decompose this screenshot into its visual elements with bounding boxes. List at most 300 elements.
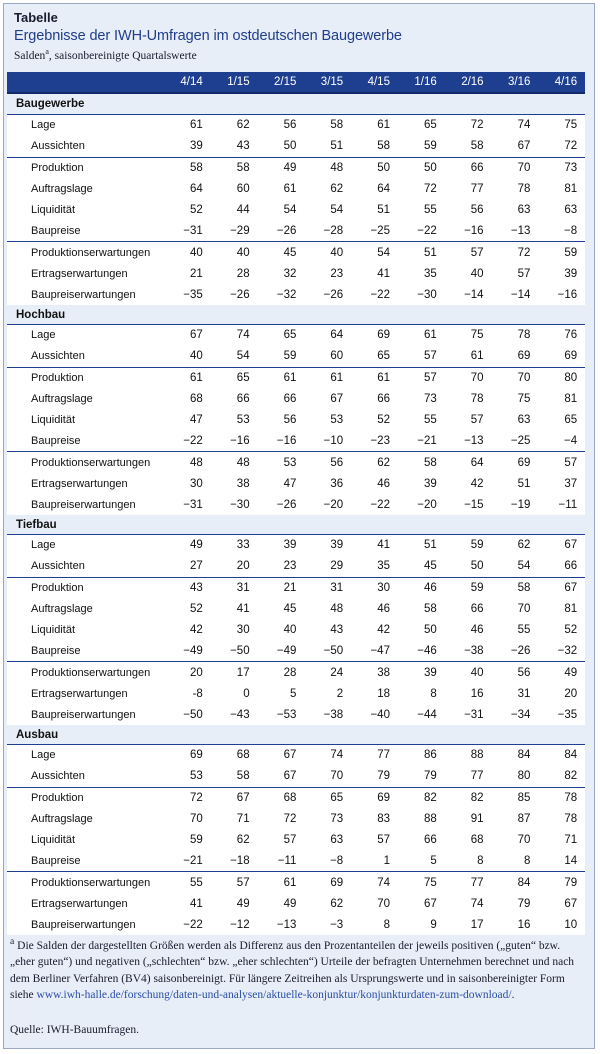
value-cell: 10 bbox=[564, 918, 578, 931]
value-cell: 52 bbox=[190, 603, 203, 616]
value-cell: −16 bbox=[276, 434, 297, 447]
table-row bbox=[7, 893, 585, 914]
value-cell: 65 bbox=[564, 414, 578, 427]
value-cell: 32 bbox=[283, 267, 297, 280]
value-cell: 24 bbox=[304, 662, 351, 683]
value-cell: 72 bbox=[445, 115, 492, 136]
value-cell: −23 bbox=[370, 434, 390, 447]
row-label: Liquidität bbox=[31, 414, 76, 427]
table-row bbox=[7, 410, 585, 431]
value-cell: 73 bbox=[330, 813, 344, 826]
value-cell: 68 bbox=[470, 834, 484, 847]
value-cell: 40 bbox=[445, 662, 492, 683]
row-label: Aussichten bbox=[31, 770, 85, 783]
row-label: Ertragserwartungen bbox=[31, 477, 128, 490]
value-cell: 88 bbox=[423, 813, 437, 826]
value-cell: 54 bbox=[283, 204, 297, 216]
value-cell: 40 bbox=[190, 350, 203, 363]
value-cell: −43 bbox=[230, 708, 250, 721]
table-header bbox=[14, 10, 584, 63]
table-row bbox=[7, 872, 585, 893]
table-row bbox=[7, 745, 585, 766]
row-label: Auftragslage bbox=[31, 393, 93, 406]
value-cell: −32 bbox=[276, 288, 297, 301]
value-cell: 44 bbox=[236, 204, 250, 216]
row-label: Liquidität bbox=[31, 834, 76, 847]
value-cell: −28 bbox=[323, 224, 344, 237]
row-label: Ertragserwartungen bbox=[31, 687, 128, 700]
row-label: Baupreiserwartungen bbox=[31, 918, 136, 931]
row-label: Auftragslage bbox=[31, 183, 93, 196]
value-cell: 91 bbox=[470, 813, 484, 826]
value-cell: 43 bbox=[236, 140, 250, 153]
value-cell: −18 bbox=[230, 854, 250, 867]
value-cell: 31 bbox=[304, 577, 351, 598]
row-label: Aussichten bbox=[31, 560, 85, 573]
value-cell: 55 bbox=[164, 872, 211, 893]
value-cell: 82 bbox=[564, 770, 578, 783]
table-row bbox=[7, 389, 585, 410]
table-row bbox=[7, 179, 585, 200]
value-cell: 76 bbox=[538, 325, 585, 346]
quarter-header-row bbox=[7, 72, 585, 93]
table-row bbox=[7, 640, 585, 661]
value-cell: −46 bbox=[417, 644, 437, 657]
value-cell: 79 bbox=[377, 770, 390, 783]
value-cell: −11 bbox=[277, 854, 297, 867]
footnote-marker: a bbox=[10, 936, 15, 947]
value-cell: 64 bbox=[445, 452, 492, 473]
value-cell: 64 bbox=[190, 183, 203, 196]
row-label: Lage bbox=[7, 745, 164, 766]
value-cell: −26 bbox=[276, 498, 297, 511]
value-cell: 62 bbox=[330, 183, 344, 196]
value-cell: 48 bbox=[211, 452, 258, 473]
value-cell: −38 bbox=[323, 708, 344, 721]
value-cell: 45 bbox=[258, 242, 305, 263]
value-cell: −30 bbox=[230, 498, 250, 511]
quarter-header: 3/15 bbox=[304, 72, 351, 93]
value-cell: 73 bbox=[423, 393, 437, 406]
value-cell: 70 bbox=[517, 603, 531, 616]
value-cell: −13 bbox=[510, 224, 531, 237]
value-cell: 63 bbox=[517, 204, 531, 216]
value-cell: 63 bbox=[330, 834, 344, 847]
group-header-row bbox=[7, 93, 585, 115]
value-cell: −21 bbox=[183, 854, 203, 867]
value-cell: 69 bbox=[351, 325, 398, 346]
value-cell: 58 bbox=[423, 603, 437, 616]
value-cell: −11 bbox=[558, 498, 578, 511]
table-row bbox=[7, 136, 585, 157]
table-row bbox=[7, 766, 585, 787]
value-cell: 30 bbox=[236, 624, 250, 637]
table-row bbox=[7, 662, 585, 683]
value-cell: 63 bbox=[564, 204, 578, 216]
results-table bbox=[7, 72, 585, 935]
value-cell: 83 bbox=[377, 813, 390, 826]
value-cell: 57 bbox=[423, 350, 437, 363]
table-row bbox=[7, 157, 585, 178]
value-cell: 77 bbox=[445, 872, 492, 893]
value-cell: 40 bbox=[211, 242, 258, 263]
value-cell: 54 bbox=[351, 242, 398, 263]
value-cell: 53 bbox=[330, 414, 344, 427]
value-cell: 21 bbox=[258, 577, 305, 598]
value-cell: 50 bbox=[398, 157, 445, 178]
value-cell: 67 bbox=[538, 535, 585, 556]
value-cell: 61 bbox=[258, 367, 305, 388]
table-row bbox=[7, 473, 585, 494]
header-corner bbox=[7, 72, 164, 93]
row-label: Aussichten bbox=[31, 140, 85, 153]
quarter-header: 1/15 bbox=[211, 72, 258, 93]
value-cell: 46 bbox=[398, 577, 445, 598]
value-cell: 50 bbox=[283, 140, 297, 153]
value-cell: 70 bbox=[330, 770, 344, 783]
table-row bbox=[7, 577, 585, 598]
value-cell: 55 bbox=[423, 414, 437, 427]
value-cell: −50 bbox=[230, 644, 250, 657]
value-cell: 41 bbox=[351, 535, 398, 556]
value-cell: −16 bbox=[464, 224, 484, 237]
value-cell: −25 bbox=[510, 434, 531, 447]
value-cell: 48 bbox=[330, 603, 344, 616]
value-cell: 56 bbox=[492, 662, 539, 683]
row-label: Ertragserwartungen bbox=[31, 267, 128, 280]
value-cell: 62 bbox=[211, 115, 258, 136]
value-cell: 79 bbox=[538, 872, 585, 893]
row-label: Baupreise bbox=[31, 644, 81, 657]
row-label: Produktionserwartungen bbox=[7, 872, 164, 893]
value-cell: 49 bbox=[538, 662, 585, 683]
value-cell: 79 bbox=[423, 770, 437, 783]
value-cell: 47 bbox=[283, 477, 297, 490]
value-cell: 78 bbox=[517, 183, 531, 196]
table-row bbox=[7, 452, 585, 473]
group-title: Tiefbau bbox=[7, 515, 585, 535]
value-cell: 0 bbox=[243, 687, 250, 700]
table-row bbox=[7, 346, 585, 367]
row-label: Produktion bbox=[7, 577, 164, 598]
value-cell: 84 bbox=[492, 872, 539, 893]
value-cell: 29 bbox=[330, 560, 344, 573]
table-row bbox=[7, 430, 585, 451]
value-cell: −26 bbox=[323, 288, 344, 301]
row-label: Produktionserwartungen bbox=[7, 452, 164, 473]
value-cell: 40 bbox=[304, 242, 351, 263]
value-cell: −50 bbox=[183, 708, 203, 721]
value-cell: 58 bbox=[470, 140, 484, 153]
value-cell: −26 bbox=[230, 288, 250, 301]
value-cell: 57 bbox=[377, 834, 390, 847]
value-cell: 38 bbox=[351, 662, 398, 683]
value-cell: 54 bbox=[330, 204, 344, 216]
value-cell: 57 bbox=[283, 834, 297, 847]
value-cell: 86 bbox=[398, 745, 445, 766]
value-cell: 77 bbox=[351, 745, 398, 766]
value-cell: 80 bbox=[517, 770, 531, 783]
value-cell: 75 bbox=[517, 393, 531, 406]
table-row bbox=[7, 115, 585, 136]
value-cell: −16 bbox=[557, 288, 578, 301]
value-cell: 67 bbox=[211, 787, 258, 808]
value-cell: 66 bbox=[423, 834, 437, 847]
value-cell: 66 bbox=[445, 157, 492, 178]
value-cell: 62 bbox=[351, 452, 398, 473]
value-cell: 17 bbox=[211, 662, 258, 683]
value-cell: −35 bbox=[557, 708, 578, 721]
value-cell: 65 bbox=[211, 367, 258, 388]
value-cell: 17 bbox=[470, 918, 484, 931]
row-label: Produktionserwartungen bbox=[7, 242, 164, 263]
value-cell: 16 bbox=[517, 918, 531, 931]
table-row bbox=[7, 914, 585, 935]
value-cell: 39 bbox=[304, 535, 351, 556]
value-cell: −30 bbox=[417, 288, 437, 301]
value-cell: 46 bbox=[470, 624, 484, 637]
value-cell: 85 bbox=[492, 787, 539, 808]
value-cell: 41 bbox=[190, 897, 203, 910]
quarter-header: 4/15 bbox=[351, 72, 398, 93]
value-cell: 59 bbox=[423, 140, 437, 153]
value-cell: 66 bbox=[564, 560, 578, 573]
value-cell: −14 bbox=[510, 288, 531, 301]
table-row bbox=[7, 704, 585, 725]
value-cell: 56 bbox=[258, 115, 305, 136]
value-cell: −22 bbox=[417, 224, 437, 237]
value-cell: 74 bbox=[470, 897, 484, 910]
value-cell: 35 bbox=[423, 267, 437, 280]
value-cell: 16 bbox=[470, 687, 484, 700]
value-cell: 53 bbox=[258, 452, 305, 473]
value-cell: 50 bbox=[470, 560, 484, 573]
value-cell: 71 bbox=[236, 813, 250, 826]
value-cell: 78 bbox=[470, 393, 484, 406]
value-cell: 71 bbox=[564, 834, 578, 847]
value-cell: 74 bbox=[304, 745, 351, 766]
value-cell: −22 bbox=[370, 288, 390, 301]
value-cell: 8 bbox=[430, 687, 437, 700]
value-cell: 77 bbox=[470, 183, 484, 196]
row-label: Baupreise bbox=[31, 224, 81, 237]
row-label: Baupreiserwartungen bbox=[31, 498, 136, 511]
value-cell: 62 bbox=[236, 834, 250, 847]
footnote-text: Die Salden der dargestellten Größen werden als Differenz aus den Prozentanteilen der jeweils positiven („guten“ bzw. „eher guten“) und negativen („schlechten“ bzw. „eher schlechten“) Urteile der befragten Unternehmen berechnet und nach dem Berliner Verfahren (BV4) saisonbereinigt. Für längere Zeitreihen als Ursprungswerte und in saisonbereinigter Form siehe bbox=[10, 939, 575, 1002]
value-cell: 51 bbox=[398, 535, 445, 556]
value-cell: 49 bbox=[258, 157, 305, 178]
value-cell: 43 bbox=[164, 577, 211, 598]
value-cell: 59 bbox=[445, 577, 492, 598]
value-cell: 49 bbox=[236, 897, 250, 910]
value-cell: 75 bbox=[398, 872, 445, 893]
value-cell: −32 bbox=[557, 644, 578, 657]
row-label: Produktion bbox=[7, 157, 164, 178]
value-cell: 58 bbox=[304, 115, 351, 136]
quarter-header: 2/16 bbox=[445, 72, 492, 93]
value-cell: 50 bbox=[423, 624, 437, 637]
value-cell: 72 bbox=[164, 787, 211, 808]
table-row bbox=[7, 263, 585, 284]
row-label: Baupreise bbox=[31, 434, 81, 447]
download-link[interactable]: www.iwh-halle.de/forschung/daten-und-analysen/aktuelle-konjunktur/konjunkturdaten-zum-download/ bbox=[36, 989, 512, 1002]
table-row bbox=[7, 242, 585, 263]
value-cell: 39 bbox=[564, 267, 578, 280]
table-row bbox=[7, 830, 585, 851]
value-cell: 70 bbox=[377, 897, 390, 910]
value-cell: 67 bbox=[164, 325, 211, 346]
value-cell: 57 bbox=[445, 242, 492, 263]
value-cell: 80 bbox=[538, 367, 585, 388]
table-row bbox=[7, 325, 585, 346]
value-cell: 55 bbox=[517, 624, 531, 637]
value-cell: 27 bbox=[190, 560, 203, 573]
value-cell: 60 bbox=[236, 183, 250, 196]
value-cell: 81 bbox=[564, 603, 578, 616]
value-cell: 65 bbox=[398, 115, 445, 136]
table-row bbox=[7, 284, 585, 305]
value-cell: 72 bbox=[283, 813, 297, 826]
row-label: Liquidität bbox=[31, 204, 76, 216]
row-label: Produktionserwartungen bbox=[7, 662, 164, 683]
table-row bbox=[7, 787, 585, 808]
value-cell: 67 bbox=[330, 393, 344, 406]
value-cell: 73 bbox=[538, 157, 585, 178]
value-cell: 70 bbox=[445, 367, 492, 388]
value-cell: 69 bbox=[351, 787, 398, 808]
value-cell: −19 bbox=[510, 498, 531, 511]
value-cell: 70 bbox=[190, 813, 203, 826]
value-cell: 53 bbox=[190, 770, 203, 783]
value-cell: 87 bbox=[517, 813, 531, 826]
value-cell: 56 bbox=[283, 414, 297, 427]
value-cell: 58 bbox=[398, 452, 445, 473]
value-cell: 45 bbox=[423, 560, 437, 573]
value-cell: 55 bbox=[423, 204, 437, 216]
value-cell: 57 bbox=[398, 367, 445, 388]
value-cell: 56 bbox=[304, 452, 351, 473]
value-cell: −44 bbox=[417, 708, 437, 721]
value-cell: 31 bbox=[517, 687, 531, 700]
value-cell: 69 bbox=[492, 452, 539, 473]
value-cell: 23 bbox=[283, 560, 297, 573]
table-title: Ergebnisse der IWH-Umfragen im ostdeutschen Baugewerbe bbox=[14, 28, 402, 44]
value-cell: −31 bbox=[183, 498, 203, 511]
quarter-header: 2/15 bbox=[258, 72, 305, 93]
value-cell: 64 bbox=[377, 183, 390, 196]
value-cell: 59 bbox=[190, 834, 203, 847]
value-cell: 8 bbox=[383, 918, 390, 931]
subtitle-footnote-marker: a bbox=[45, 47, 49, 56]
value-cell: 78 bbox=[538, 787, 585, 808]
value-cell: 69 bbox=[564, 350, 578, 363]
value-cell: 39 bbox=[190, 140, 203, 153]
value-cell: −31 bbox=[464, 708, 484, 721]
table-row bbox=[7, 494, 585, 515]
table-label: Tabelle bbox=[14, 10, 58, 25]
value-cell: 37 bbox=[564, 477, 578, 490]
value-cell: 42 bbox=[377, 624, 390, 637]
quarter-header: 3/16 bbox=[492, 72, 539, 93]
value-cell: 50 bbox=[351, 157, 398, 178]
value-cell: 67 bbox=[538, 577, 585, 598]
table-row bbox=[7, 200, 585, 221]
value-cell: 61 bbox=[164, 367, 211, 388]
value-cell: 35 bbox=[377, 560, 390, 573]
value-cell: -8 bbox=[192, 687, 203, 700]
value-cell: −40 bbox=[370, 708, 390, 721]
value-cell: 8 bbox=[477, 854, 484, 867]
footnote bbox=[10, 934, 582, 1004]
value-cell: −49 bbox=[183, 644, 203, 657]
value-cell: 61 bbox=[351, 367, 398, 388]
value-cell: −3 bbox=[330, 918, 344, 931]
table-row bbox=[7, 535, 585, 556]
value-cell: 75 bbox=[538, 115, 585, 136]
value-cell: 59 bbox=[445, 535, 492, 556]
value-cell: 49 bbox=[164, 535, 211, 556]
value-cell: −10 bbox=[323, 434, 344, 447]
row-label: Baupreiserwartungen bbox=[31, 708, 136, 721]
value-cell: 51 bbox=[398, 242, 445, 263]
value-cell: 61 bbox=[351, 115, 398, 136]
value-cell: −14 bbox=[464, 288, 484, 301]
value-cell: 60 bbox=[330, 350, 344, 363]
value-cell: 59 bbox=[283, 350, 297, 363]
value-cell: 54 bbox=[517, 560, 531, 573]
value-cell: 58 bbox=[377, 140, 390, 153]
value-cell: 67 bbox=[258, 745, 305, 766]
value-cell: 66 bbox=[283, 393, 297, 406]
value-cell: 28 bbox=[236, 267, 250, 280]
group-title: Baugewerbe bbox=[7, 93, 585, 115]
value-cell: −35 bbox=[183, 288, 203, 301]
value-cell: 74 bbox=[211, 325, 258, 346]
value-cell: 63 bbox=[517, 414, 531, 427]
row-label: Lage bbox=[7, 325, 164, 346]
value-cell: 51 bbox=[517, 477, 531, 490]
value-cell: 81 bbox=[564, 393, 578, 406]
value-cell: 40 bbox=[283, 624, 297, 637]
value-cell: 56 bbox=[470, 204, 484, 216]
table-row bbox=[7, 683, 585, 704]
table-row bbox=[7, 599, 585, 620]
value-cell: 20 bbox=[236, 560, 250, 573]
quarter-header: 1/16 bbox=[398, 72, 445, 93]
value-cell: 8 bbox=[523, 854, 531, 867]
value-cell: 61 bbox=[304, 367, 351, 388]
value-cell: 75 bbox=[445, 325, 492, 346]
value-cell: 52 bbox=[190, 204, 203, 216]
value-cell: 64 bbox=[304, 325, 351, 346]
value-cell: 28 bbox=[258, 662, 305, 683]
value-cell: 84 bbox=[538, 745, 585, 766]
source-note: Quelle: IWH-Bauumfragen. bbox=[10, 1024, 140, 1036]
value-cell: −20 bbox=[323, 498, 344, 511]
value-cell: −22 bbox=[183, 918, 203, 931]
value-cell: 61 bbox=[398, 325, 445, 346]
table-row bbox=[7, 367, 585, 388]
value-cell: 61 bbox=[283, 183, 297, 196]
value-cell: 69 bbox=[304, 872, 351, 893]
value-cell: 40 bbox=[470, 267, 484, 280]
footnote-end: . bbox=[511, 989, 515, 1002]
value-cell: 81 bbox=[564, 183, 578, 196]
value-cell: 69 bbox=[164, 745, 211, 766]
value-cell: 78 bbox=[564, 813, 578, 826]
value-cell: 40 bbox=[164, 242, 211, 263]
value-cell: 30 bbox=[190, 477, 203, 490]
